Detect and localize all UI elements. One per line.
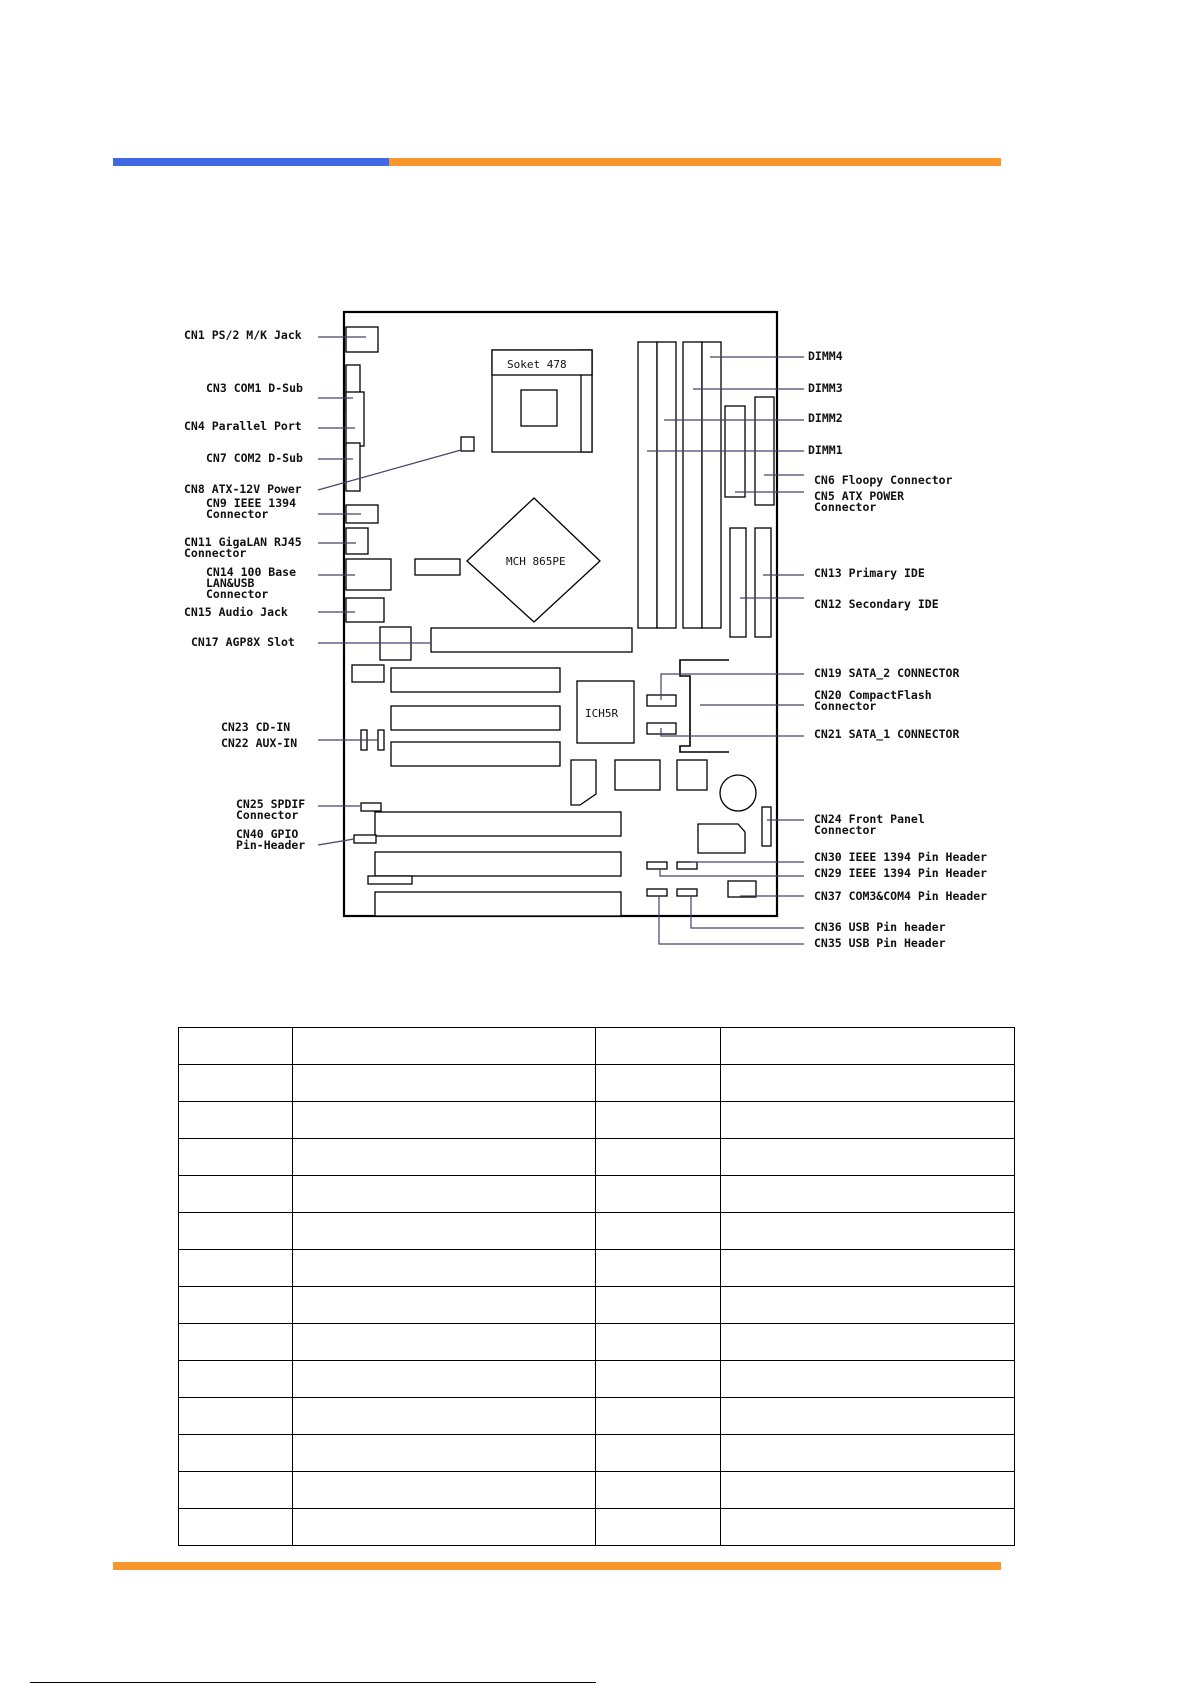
- com34-pin-header: [728, 881, 756, 897]
- table-cell: [596, 1435, 721, 1472]
- dimm-slot-1: [638, 342, 657, 628]
- label-cn19: CN19 SATA_2 CONNECTOR: [814, 666, 960, 680]
- table-row: [179, 1213, 1015, 1250]
- audio-jack: [346, 598, 384, 622]
- table-cell: [179, 1324, 293, 1361]
- label-cn9-line2: Connector: [206, 507, 269, 521]
- table-cell: [596, 1102, 721, 1139]
- table-cell: [293, 1139, 596, 1176]
- chip-bottom-right: [698, 824, 745, 853]
- label-cn25: CN25 SPDIF: [236, 797, 306, 811]
- table-cell: [293, 1176, 596, 1213]
- table-cell: [179, 1102, 293, 1139]
- pci-slot-2: [391, 706, 560, 730]
- ich-label: ICH5R: [585, 707, 619, 720]
- table-cell: [721, 1065, 1015, 1102]
- table-cell: [179, 1287, 293, 1324]
- table-cell: [721, 1361, 1015, 1398]
- label-cn40-line2: Pin-Header: [236, 838, 306, 852]
- label-cn9: CN9 IEEE 1394: [206, 496, 297, 510]
- table-cell: [293, 1065, 596, 1102]
- table-cell: [179, 1176, 293, 1213]
- ps2-jack: [346, 327, 378, 352]
- table-cell: [596, 1028, 721, 1065]
- atx12v-connector: [461, 437, 474, 451]
- label-cn11: CN11 GigaLAN RJ45: [184, 535, 302, 549]
- label-cn13: CN13 Primary IDE: [814, 566, 925, 580]
- table-cell: [179, 1472, 293, 1509]
- table-cell: [596, 1176, 721, 1213]
- aux-in-header: [378, 730, 384, 750]
- table-row: [179, 1176, 1015, 1213]
- table-cell: [596, 1361, 721, 1398]
- spdif-header: [361, 803, 381, 811]
- chip-right: [677, 760, 707, 790]
- table-cell: [596, 1065, 721, 1102]
- label-cn5: CN5 ATX POWER: [814, 489, 905, 503]
- connector-table-body: [179, 1028, 1015, 1546]
- table-cell: [721, 1028, 1015, 1065]
- agp-slot: [431, 628, 632, 652]
- table-cell: [596, 1398, 721, 1435]
- label-dimm3: DIMM3: [808, 381, 843, 395]
- label-dimm4: DIMM4: [808, 349, 843, 363]
- label-cn37: CN37 COM3&COM4 Pin Header: [814, 889, 988, 903]
- table-cell: [596, 1287, 721, 1324]
- label-dimm1: DIMM1: [808, 443, 843, 457]
- table-cell: [179, 1435, 293, 1472]
- page-bottom-line: [30, 1682, 596, 1683]
- label-dimm2: DIMM2: [808, 411, 843, 425]
- small-header-3: [368, 876, 412, 884]
- front-panel-header: [762, 807, 771, 846]
- table-cell: [596, 1509, 721, 1546]
- label-cn29: CN29 IEEE 1394 Pin Header: [814, 866, 988, 880]
- label-cn22: CN22 AUX-IN: [221, 736, 298, 750]
- table-row: [179, 1361, 1015, 1398]
- ieee1394-pin-header-29: [647, 862, 667, 869]
- label-cn3: CN3 COM1 D-Sub: [206, 381, 303, 395]
- label-cn20-line2: Connector: [814, 699, 877, 713]
- table-cell: [721, 1509, 1015, 1546]
- table-cell: [293, 1102, 596, 1139]
- label-cn1: CN1 PS/2 M/K Jack: [184, 328, 302, 342]
- table-cell: [179, 1398, 293, 1435]
- ieee1394-pin-header-30: [677, 862, 697, 869]
- dimm-slot-3: [683, 342, 702, 628]
- label-cn14-line3: Connector: [206, 587, 269, 601]
- gpio-header: [354, 835, 376, 843]
- label-cn11-line2: Connector: [184, 546, 247, 560]
- table-cell: [721, 1213, 1015, 1250]
- label-cn14: CN14 100 Base: [206, 565, 297, 579]
- table-row: [179, 1398, 1015, 1435]
- label-cn21: CN21 SATA_1 CONNECTOR: [814, 727, 960, 741]
- footer-rule-orange: [113, 1562, 1001, 1570]
- label-cn20: CN20 CompactFlash: [814, 688, 932, 702]
- table-row: [179, 1435, 1015, 1472]
- table-cell: [179, 1139, 293, 1176]
- label-cn15: CN15 Audio Jack: [184, 605, 288, 619]
- label-cn12: CN12 Secondary IDE: [814, 597, 939, 611]
- socket-label: Soket 478: [507, 358, 567, 371]
- label-cn17: CN17 AGP8X Slot: [191, 635, 295, 649]
- label-cn6: CN6 Floopy Connector: [814, 473, 953, 487]
- connector-table: [178, 1027, 1015, 1546]
- labels-right: [808, 349, 987, 950]
- label-cn23: CN23 CD-IN: [221, 720, 291, 734]
- parallel-port: [346, 392, 364, 446]
- label-cn14-line2: LAN&USB: [206, 576, 255, 590]
- table-cell: [179, 1028, 293, 1065]
- table-cell: [293, 1213, 596, 1250]
- table-cell: [721, 1287, 1015, 1324]
- labels-left: [184, 328, 305, 852]
- table-row: [179, 1139, 1015, 1176]
- label-cn25-line2: Connector: [236, 808, 299, 822]
- dimm-slot-4: [702, 342, 721, 628]
- table-cell: [293, 1361, 596, 1398]
- table-cell: [721, 1176, 1015, 1213]
- label-cn35: CN35 USB Pin Header: [814, 936, 946, 950]
- table-row: [179, 1472, 1015, 1509]
- table-row: [179, 1102, 1015, 1139]
- table-cell: [179, 1509, 293, 1546]
- table-cell: [179, 1213, 293, 1250]
- table-cell: [179, 1361, 293, 1398]
- table-row: [179, 1509, 1015, 1546]
- pci-slot-3: [391, 742, 560, 766]
- dimm-slot-2: [657, 342, 676, 628]
- chip-mid: [615, 760, 660, 790]
- table-cell: [721, 1324, 1015, 1361]
- table-row: [179, 1250, 1015, 1287]
- label-cn24-line2: Connector: [814, 823, 877, 837]
- table-cell: [179, 1065, 293, 1102]
- table-cell: [293, 1028, 596, 1065]
- pci-slot-5: [375, 852, 621, 876]
- table-cell: [293, 1287, 596, 1324]
- table-cell: [721, 1435, 1015, 1472]
- table-row: [179, 1065, 1015, 1102]
- small-chip-2: [352, 665, 384, 682]
- small-chip-left: [415, 559, 460, 575]
- label-cn4: CN4 Parallel Port: [184, 419, 302, 433]
- table-cell: [293, 1472, 596, 1509]
- table-cell: [721, 1398, 1015, 1435]
- gigalan-rj45: [346, 528, 368, 554]
- table-row: [179, 1028, 1015, 1065]
- table-cell: [596, 1250, 721, 1287]
- label-cn8: CN8 ATX-12V Power: [184, 482, 302, 496]
- secondary-ide: [730, 528, 746, 637]
- cpu-socket-core: [521, 390, 557, 426]
- label-cn7: CN7 COM2 D-Sub: [206, 451, 303, 465]
- label-cn5-line2: Connector: [814, 500, 877, 514]
- table-cell: [596, 1324, 721, 1361]
- label-cn36: CN36 USB Pin header: [814, 920, 946, 934]
- table-row: [179, 1324, 1015, 1361]
- primary-ide: [755, 528, 771, 637]
- table-cell: [721, 1102, 1015, 1139]
- table-row: [179, 1287, 1015, 1324]
- pci-slot-4: [375, 812, 621, 836]
- com2-port: [346, 443, 360, 491]
- table-cell: [721, 1250, 1015, 1287]
- table-cell: [293, 1398, 596, 1435]
- usb-pin-header-36: [677, 889, 697, 896]
- label-cn24: CN24 Front Panel: [814, 812, 925, 826]
- table-cell: [596, 1139, 721, 1176]
- label-cn40: CN40 GPIO: [236, 827, 299, 841]
- mch-label: MCH 865PE: [506, 555, 566, 568]
- pci-slot-1: [391, 668, 560, 692]
- pci-slot-6: [375, 892, 621, 916]
- table-cell: [293, 1250, 596, 1287]
- usb-pin-header-35: [647, 889, 667, 896]
- table-cell: [721, 1472, 1015, 1509]
- table-cell: [596, 1213, 721, 1250]
- battery: [720, 775, 756, 811]
- table-cell: [293, 1435, 596, 1472]
- table-cell: [293, 1324, 596, 1361]
- table-cell: [596, 1472, 721, 1509]
- table-cell: [293, 1509, 596, 1546]
- label-cn30: CN30 IEEE 1394 Pin Header: [814, 850, 988, 864]
- table-cell: [179, 1250, 293, 1287]
- table-cell: [721, 1139, 1015, 1176]
